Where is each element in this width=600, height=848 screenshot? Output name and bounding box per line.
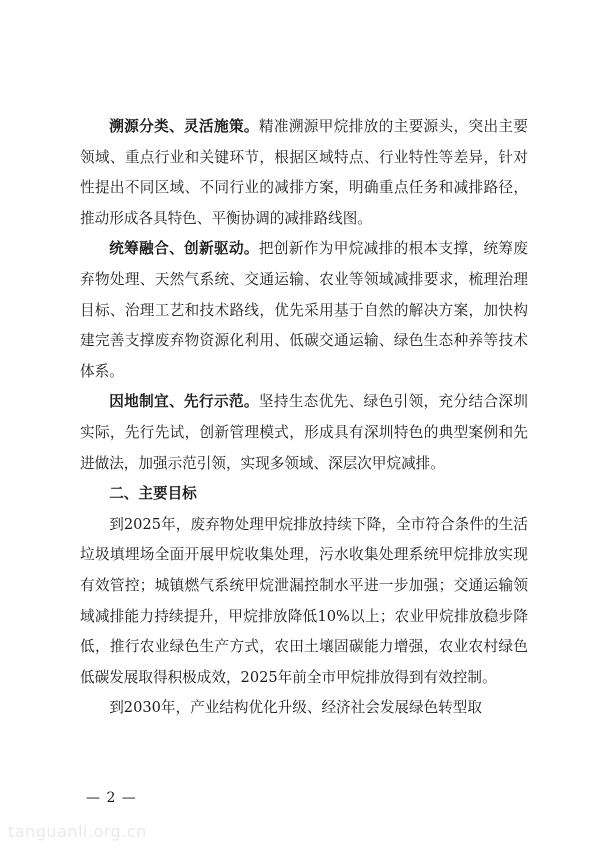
target-paragraph-2025: 到2025年，废弃物处理甲烷排放持续下降，全市符合条件的生活垃圾填埋场全面开展甲烷收集处理，污水收集处理系统甲烷排放实现有效管控；城镇燃气系统甲烷泄漏控制水平进一步加强；交通运输领域减排能力持续提升，甲烷排放降低10%以上；农业甲烷排放稳步降低，推行农业绿色生产方式，农田土壤固碳能力增强，农业农村绿色低碳发展取得积极成效，2025年前全市甲烷排放得到有效控制。 [80, 515, 528, 686]
principle-lead: 溯源分类、灵活施策。 [109, 118, 259, 135]
principle-paragraph [80, 234, 528, 387]
principle-body: 坚持生态优先、绿色引领，充分结合深圳实际，先行先试，创新管理模式，形成具有深圳特色的典型案例和先进做法，加强示范引领，实现多领域、深层次甲烷减排。 [80, 393, 528, 472]
principle-paragraph [80, 387, 528, 479]
principle-paragraph [80, 112, 528, 234]
watermark: tanguanli.org.cn [8, 822, 147, 841]
body-text [80, 112, 528, 724]
principle-body: 精准溯源甲烷排放的主要源头，突出主要领域、重点行业和关键环节，根据区域特点、行业特性等差异，针对性提出不同区域、不同行业的减排方案，明确重点任务和减排路径，推动形成各具特色、平衡协调的减排路线图。 [80, 118, 528, 227]
principle-body: 把创新作为甲烷减排的根本支撑，统筹废弃物处理、天然气系统、交通运输、农业等领域减排要求，梳理治理目标、治理工艺和技术路线，优先采用基于自然的解决方案，加快构建完善支撑废弃物资源化利用、低碳交通运输、绿色生态种养等技术体系。 [80, 240, 528, 380]
section-heading: 二、主要目标 [109, 485, 197, 503]
principle-lead: 统筹融合、创新驱动。 [109, 240, 259, 258]
page-number: — 2 — [86, 790, 137, 806]
target-paragraph-2030: 到2030年，产业结构优化升级、经济社会发展绿色转型取 [109, 699, 482, 717]
principle-lead: 因地制宜、先行示范。 [109, 393, 259, 411]
